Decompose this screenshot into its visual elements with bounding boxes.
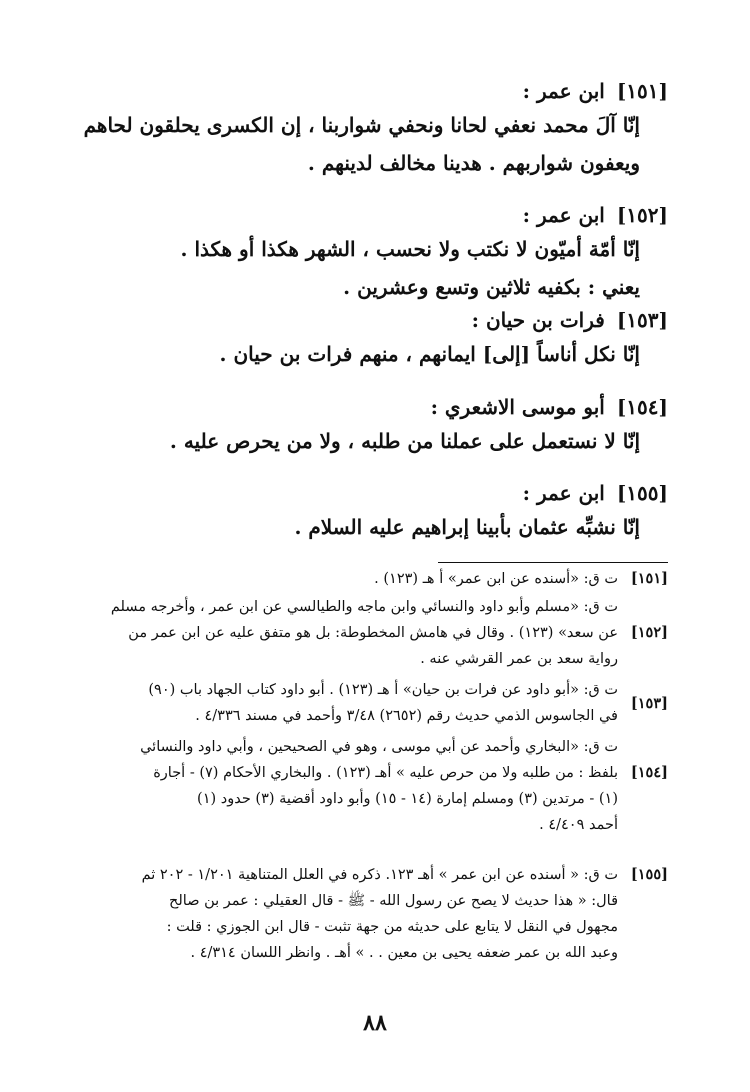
entry-text-line: إنّا أمّة أميّون لا نكتب ولا نحسب ، الشهر هكذا أو هكذا . — [180, 237, 640, 261]
entry-151 — [53, 76, 668, 182]
footnote-body — [53, 677, 618, 729]
footnote-divider — [438, 562, 668, 563]
entry-narrator: ابن عمر : — [522, 203, 605, 227]
entry-narrator: ابن عمر : — [522, 79, 605, 103]
entry-heading — [53, 200, 668, 230]
entry-153 — [53, 305, 668, 373]
entry-narrator: فرات بن حيان : — [471, 308, 605, 332]
footnote-line: ت ق: «البخاري وأحمد عن أبي موسى ، وهو في الصحيحين ، وأبي داود والنسائي — [140, 739, 618, 755]
footnote-number: [١٥٤] — [630, 764, 668, 781]
footnote-number: [١٥١] — [630, 570, 668, 587]
footnote-line: ت ق: «أبو داود عن فرات بن حيان» أ هـ (١٢٣) . أبو داود كتاب الجهاد باب (٩٠) — [148, 682, 618, 698]
footnote-line: قال: « هذا حديث لا يصح عن رسول الله - ﷺ - قال العقيلي : عمر بن صالح — [169, 893, 618, 909]
entry-number: [١٥٤] — [616, 395, 668, 419]
entry-text-line: إنّا لا نستعمل على عملنا من طلبه ، ولا من يحرص عليه . — [169, 429, 640, 453]
entry-number: [١٥٥] — [616, 481, 668, 505]
footnote-151 — [53, 566, 668, 592]
entry-text-line: إنّا نشبِّه عثمان بأبينا إبراهيم عليه السلام . — [294, 515, 640, 539]
footnote-line: مجهول في النقل لا يتابع على حديثه من جهة تثبت - قال ابن الجوزي : قلت : — [166, 919, 618, 935]
entry-heading — [53, 478, 668, 508]
footnote-line: ت ق: «أسنده عن ابن عمر» أ هـ (١٢٣) . — [374, 571, 618, 587]
page-number: ٨٨ — [363, 1010, 387, 1036]
footnote-153 — [53, 677, 668, 729]
footnote-152 — [53, 594, 668, 672]
entry-number: [١٥٢] — [616, 203, 668, 227]
entry-155 — [53, 478, 668, 546]
footnote-body — [53, 594, 618, 672]
entry-heading — [53, 76, 668, 106]
entry-heading — [53, 305, 668, 335]
entry-text-line: يعني : بكفيه ثلاثين وتسع وعشرين . — [343, 275, 640, 299]
entry-narrator: ابن عمر : — [522, 481, 605, 505]
footnote-line: (١) - مرتدين (٣) ومسلم إمارة (١٤ - ١٥) وأبو داود أقضية (٣) حدود (١) — [197, 791, 618, 807]
footnote-line: بلفظ : من طلبه ولا من حرص عليه » أهـ (١٢٣) . والبخاري الأحكام (٧) - أجارة — [153, 765, 618, 781]
entry-text-line: ويعفون شواربهم . هدينا مخالف لدينهم . — [307, 151, 640, 175]
footnote-line: في الجاسوس الذمي حديث رقم (٢٦٥٢) ٣/٤٨ وأحمد في مسند ٤/٣٣٦ . — [195, 708, 618, 724]
footnote-body — [53, 862, 618, 966]
footnote-line: وعبد الله بن عمر ضعفه يحيى بن معين . . » أهـ . وانظر اللسان ٤/٣١٤ . — [190, 945, 618, 961]
footnote-155 — [53, 862, 668, 966]
entry-number: [١٥٣] — [616, 308, 668, 332]
entry-number: [١٥١] — [616, 79, 668, 103]
entry-152 — [53, 200, 668, 306]
footnote-body — [53, 734, 618, 838]
entry-154 — [53, 392, 668, 460]
footnote-number: [١٥٣] — [630, 695, 668, 712]
footnote-number: [١٥٥] — [630, 866, 668, 883]
footnote-line: أحمد ٤/٤٠٩ . — [539, 817, 618, 833]
footnote-line: ت ق: « أسنده عن ابن عمر » أهـ ١٢٣. ذكره في العلل المتناهية ١/٢٠١ - ٢٠٢ ثم — [141, 867, 618, 883]
footnote-body — [53, 566, 618, 592]
footnote-line: رواية سعد بن عمر القرشي عنه . — [420, 651, 618, 667]
entry-narrator: أبو موسى الاشعري : — [430, 395, 605, 419]
entry-text-line: إنّا نكل أناساً [إلى] ايمانهم ، منهم فرات بن حيان . — [219, 342, 640, 366]
footnote-line: عن سعد» (١٢٣) . وقال في هامش المخطوطة: بل هو متفق عليه عن ابن عمر من — [128, 625, 618, 641]
footnote-line: ت ق: «مسلم وأبو داود والنسائي وابن ماجه والطيالسي عن ابن عمر ، وأخرجه مسلم — [110, 599, 618, 615]
entry-heading — [53, 392, 668, 422]
entry-text-line: إنّا آلَ محمد نعفي لحانا ونحفي شواربنا ، إن الكسرى يحلقون لحاهم — [83, 113, 640, 137]
footnote-number: [١٥٢] — [630, 624, 668, 641]
footnote-154 — [53, 734, 668, 838]
